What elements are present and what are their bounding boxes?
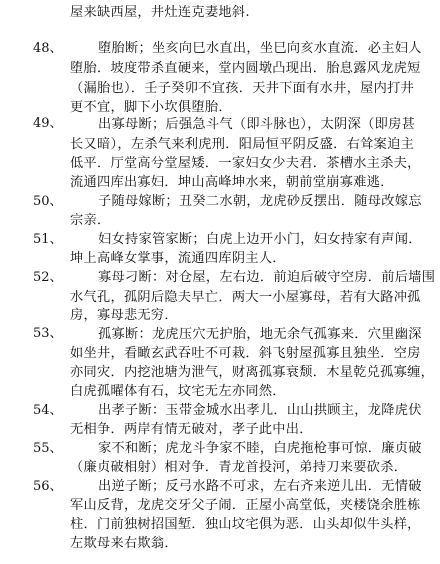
entry-number: 48、 (33, 41, 63, 56)
text-line: 出寡母断；后强急斗气（即斗脉也），太阴深（即房甚 (98, 117, 416, 132)
entry-number: 55、 (33, 441, 63, 456)
text-line: 白虎孤曜体有石，坟宅无左亦同然． (70, 384, 286, 399)
entry-number: 51、 (33, 232, 63, 247)
text-line: 房，寡母悲无穷． (70, 308, 178, 323)
text-line: 屋来缺西屋，井灶连克妻地斜. (70, 5, 250, 20)
text-line: 水气孔，孤阴后隐夫早亡．两大一小屋寡母，若有大路冲孤 (70, 290, 421, 305)
text-line: 子随母嫁断；丑癸二水朝，龙虎砂反摆出．随母改嫁忘 (98, 194, 422, 209)
text-line: 家不和断；虎龙斗争家不睦，白虎拖枪事可惊．廉贞破 (98, 441, 422, 456)
text-line: 柱．门前独树招国堑．独山坟宅俱为恶．山头却似牛头样， (70, 517, 421, 532)
entry-number: 54、 (33, 403, 63, 418)
entry-number: 56、 (33, 479, 63, 494)
text-line: 堕胎．坡度带杀直硬来，堂内圆墩凸现出．胎息露风龙虎短 (70, 61, 421, 76)
text-line: 流通四库出寡妇．坤山高峰坤水来，朝前堂崩寡难逃． (70, 175, 394, 190)
entry-number: 52、 (33, 270, 63, 285)
text-line: 更不宜，脚下小坎俱堕胎． (70, 100, 232, 115)
entry-number: 49、 (33, 116, 63, 131)
text-line: 宗亲． (70, 213, 111, 228)
text-line: 出逆子断；反弓水路不可求，左右齐来逆儿出．无情破 (98, 479, 422, 494)
entry-number: 50、 (33, 194, 63, 209)
text-line: 孤寡断：龙虎压穴无护胎，地无余气孤寡来．穴里幽深 (98, 327, 422, 342)
text-line: 低平．厅堂高兮堂屋矮．一家妇女少夫君．茶槽水主杀夫， (70, 156, 421, 171)
text-line: 坤上高峰女掌事，流通四库阴主人． (70, 251, 286, 266)
text-line: 妇女持家管家断；白虎上边开小门，妇女持家有声闻． (98, 232, 422, 247)
text-line: 长又暗），左杀气来利虎刑．阳局恒平阴反盛．右耸案迫主 (70, 137, 415, 152)
text-line: 无相争．两岸有情无破对，孝子此中出． (70, 422, 313, 437)
entry-number: 53、 (33, 326, 63, 341)
text-line: 寡母刁断：对仓屋，左右边．前迫后破守空房．前后墙围 (98, 270, 436, 285)
text-line: 堕胎断；坐亥向巳水直出，坐巳向亥水直流．必主妇人 (98, 41, 422, 56)
text-line: 左欺母来右欺翁． (70, 536, 178, 551)
text-line: 如坐井，看瞰玄武吞吐不可栽．斜飞射屋孤寡且独坐．空房 (70, 346, 421, 361)
text-line: （廉贞破相射）相对争．青龙首投河，弟持刀来要砍杀． (70, 460, 408, 475)
text-line: 出孝子断：玉带金城水出孝儿．山山拱顾主，龙降虎伏 (98, 403, 422, 418)
text-line: 亦同灾．内挖池塘为泄气，财离孤寡衰颓．木星乾兑孤寡缠， (70, 365, 435, 380)
text-line: 军山反背，龙虎交牙父子闹．正屋小高堂低，夹楼饶余胜栋 (70, 498, 421, 513)
text-line: （漏胎也）．壬子癸卯不宜孩．天井下面有水井，屋内打井 (70, 81, 415, 96)
